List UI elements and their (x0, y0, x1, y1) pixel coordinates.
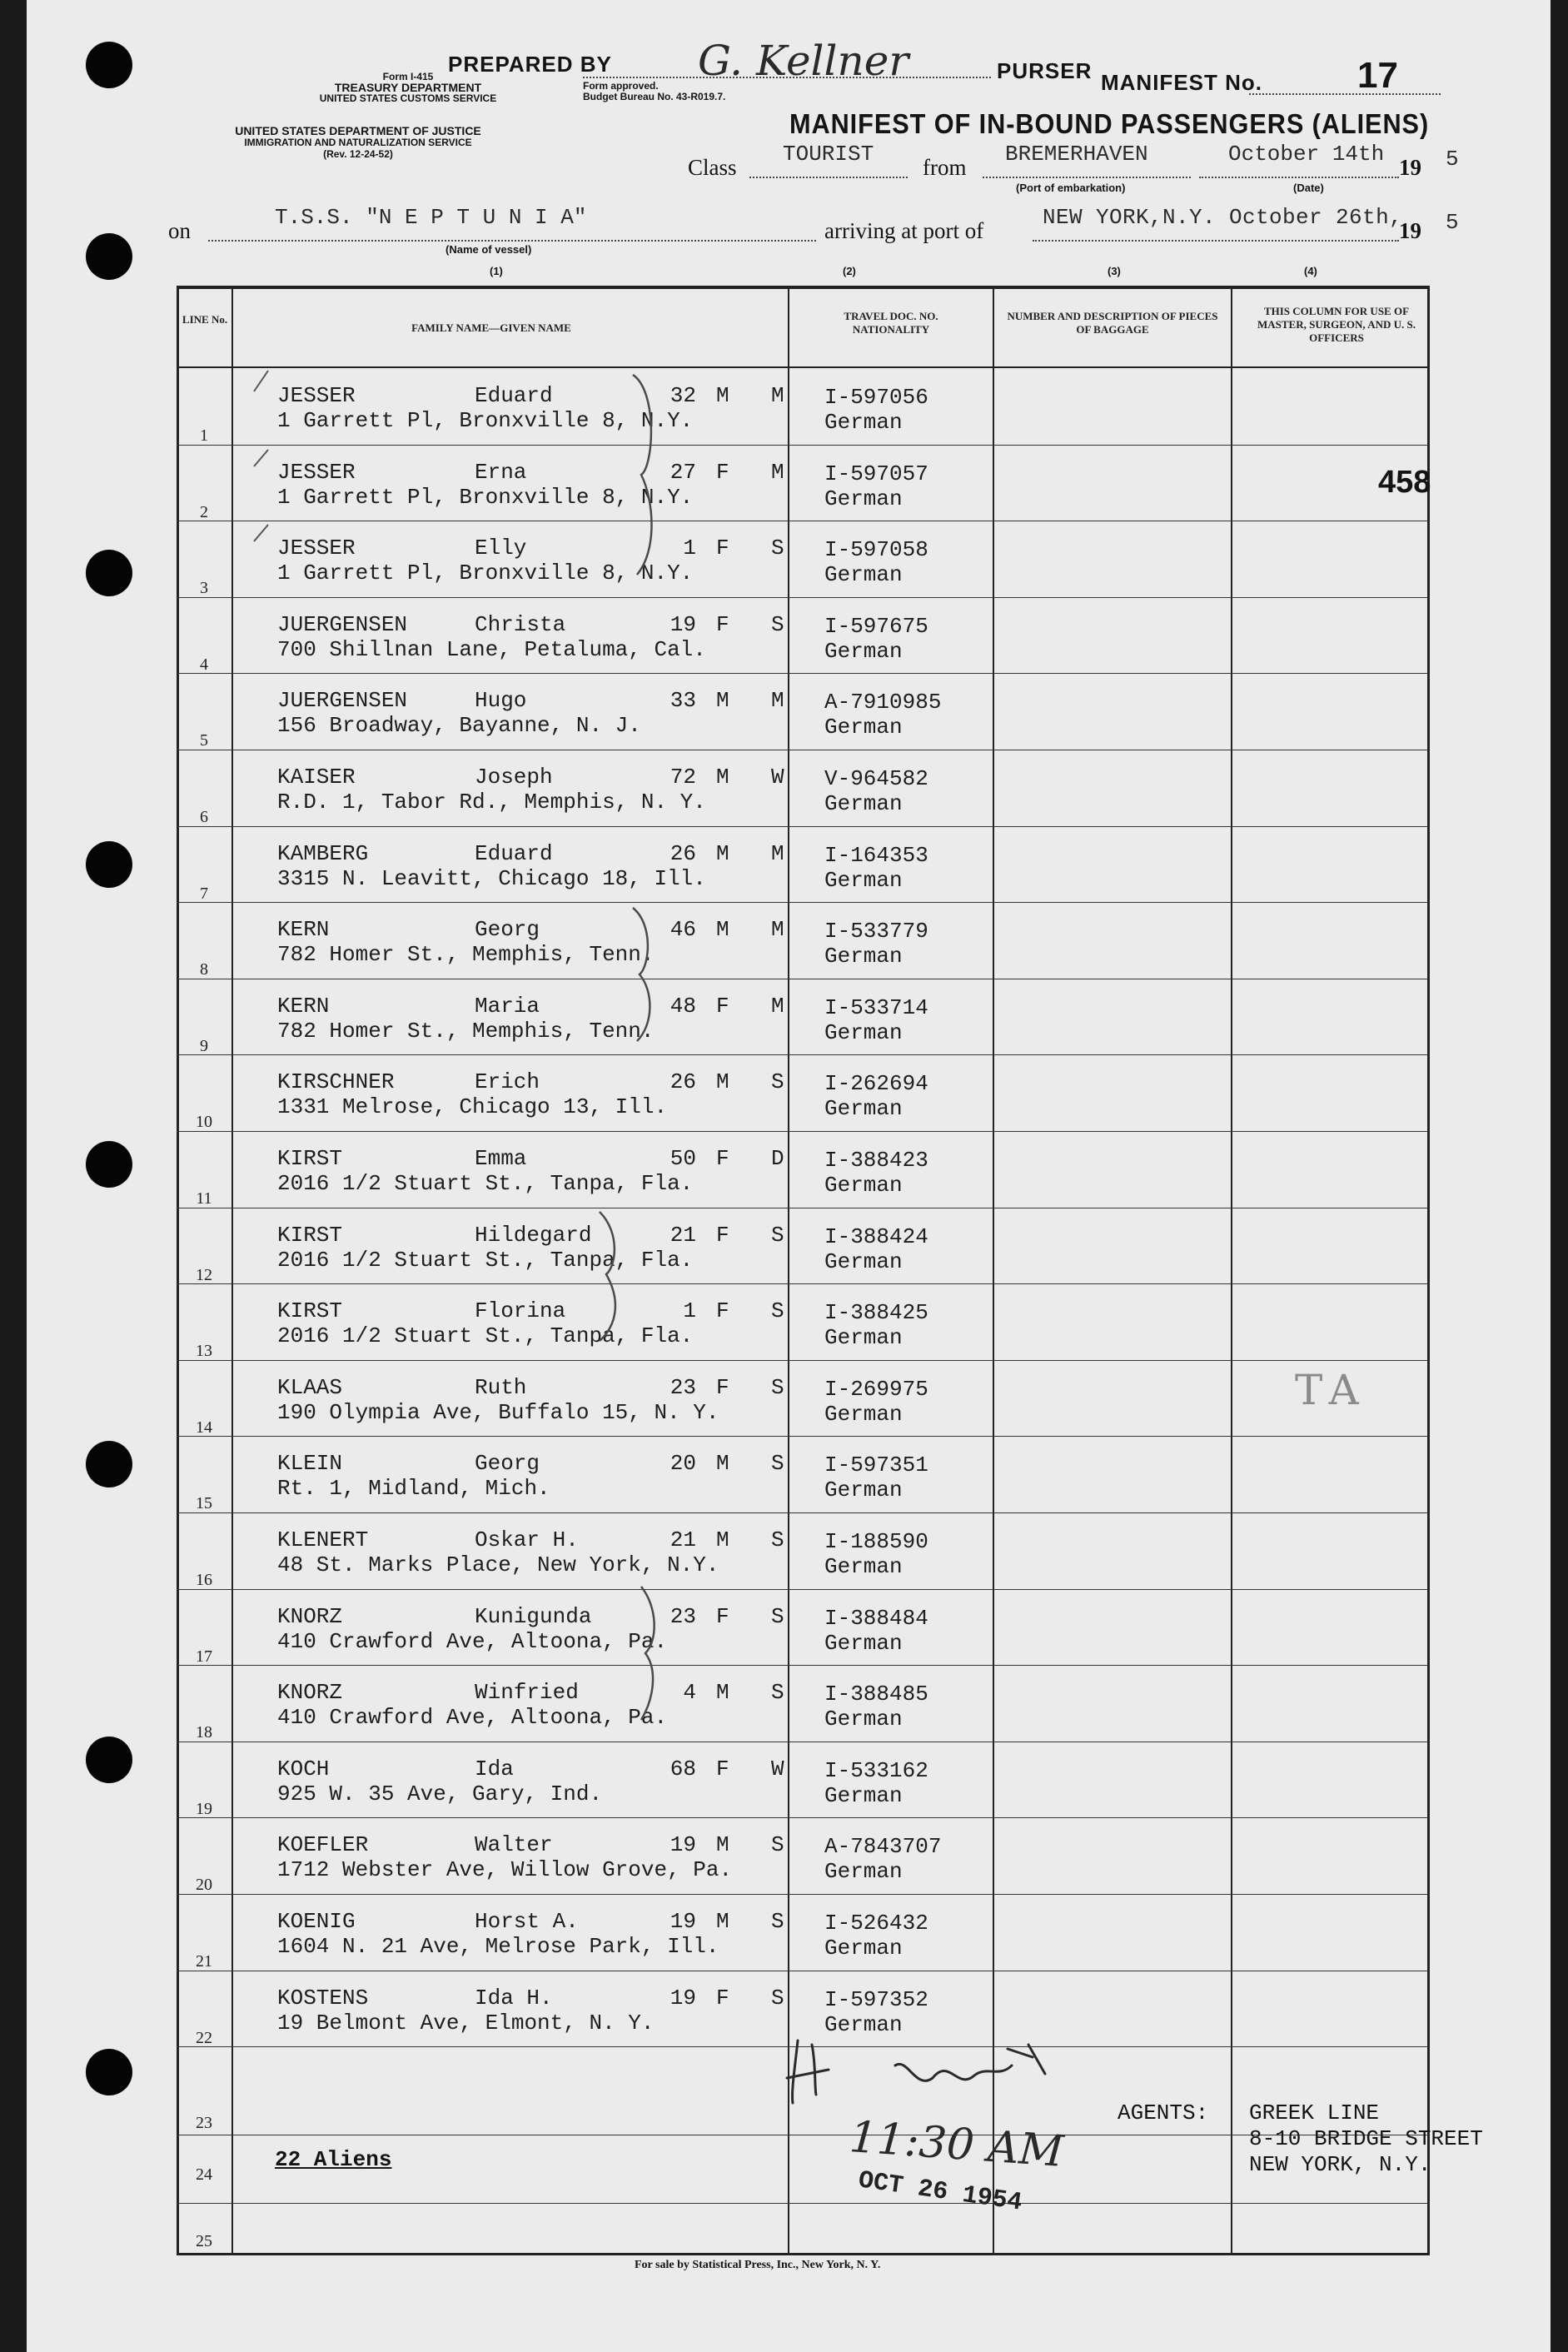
given-name: Kunigunda (475, 1603, 592, 1629)
family-name: KLAAS (277, 1374, 343, 1400)
address: 700 Shillnan Lane, Petaluma, Cal. (277, 636, 706, 662)
line-number: 20 (196, 1876, 212, 1895)
line-number: 24 (196, 2165, 212, 2184)
printer-credit: For sale by Statistical Press, Inc., New York, N. Y. (635, 2259, 881, 2271)
family-name: KAMBERG (277, 840, 369, 866)
marital-status: W (771, 765, 784, 790)
given-name: Walter (475, 1832, 553, 1858)
address: 925 W. 35 Ave, Gary, Ind. (277, 1781, 603, 1806)
line-number: 4 (200, 655, 208, 674)
address: 3315 N. Leavitt, Chicago 18, Ill. (277, 865, 706, 891)
purser-label: PURSER (997, 58, 1093, 83)
nationality: German (824, 1554, 903, 1579)
travel-doc-number: I-597056 (824, 385, 928, 410)
family-name: KLENERT (277, 1527, 369, 1552)
age: 32 (670, 383, 696, 408)
marital-status: S (771, 1985, 784, 2011)
travel-doc-number: I-188590 (824, 1529, 928, 1554)
address: 2016 1/2 Stuart St., Tanpa, Fla. (277, 1323, 694, 1349)
sex: F (716, 993, 729, 1019)
address: 48 St. Marks Place, New York, N.Y. (277, 1552, 719, 1577)
address: 2016 1/2 Stuart St., Tanpa, Fla. (277, 1171, 694, 1196)
marital-status: D (771, 1146, 784, 1171)
travel-doc-number: I-262694 (824, 1071, 928, 1097)
time-note: 11:30 AM (848, 2112, 1065, 2177)
family-name: KIRSCHNER (277, 1069, 395, 1095)
age: 1 (683, 1298, 696, 1324)
nationality: German (824, 1707, 903, 1732)
line-number: 21 (196, 1952, 212, 1971)
marital-status: S (771, 1069, 784, 1095)
line-number: 23 (196, 2114, 212, 2132)
marital-status: S (771, 1222, 784, 1248)
travel-doc-number: A-7910985 (824, 690, 942, 715)
line-number: 19 (196, 1799, 212, 1818)
column-number: (2) (843, 265, 856, 277)
agents-label: AGENTS: (1118, 2100, 1209, 2125)
address: 1604 N. 21 Ave, Melrose Park, Ill. (277, 1934, 719, 1959)
page-title: MANIFEST OF IN-BOUND PASSENGERS (ALIENS) (789, 108, 1430, 139)
travel-doc-number: I-597352 (824, 1986, 928, 2012)
age: 50 (670, 1146, 696, 1171)
line-number: 6 (200, 808, 208, 826)
address: 782 Homer St., Memphis, Tenn. (277, 942, 655, 968)
family-name: KIRST (277, 1146, 343, 1171)
arrival-port-date: NEW YORK,N.Y. October 26th, (1043, 205, 1403, 230)
travel-doc-number: I-388484 (824, 1605, 928, 1631)
given-name: Georg (475, 917, 540, 943)
ins-label: IMMIGRATION AND NATURALIZATION SERVICE (244, 137, 472, 148)
departure-date: October 14th (1228, 142, 1385, 167)
aliens-total: 22 Aliens (275, 2147, 392, 2172)
name-column-header: FAMILY NAME—GIVEN NAME (411, 321, 571, 334)
nationality: German (824, 562, 903, 588)
travel-doc-number: I-388485 (824, 1682, 928, 1707)
family-name: JUERGENSEN (277, 688, 408, 714)
given-name: Elly (475, 536, 527, 561)
nationality: German (824, 791, 903, 816)
given-name: Eduard (475, 840, 553, 866)
manifest-no-label: MANIFEST No. (1101, 70, 1262, 95)
travel-doc-number: I-526432 (824, 1911, 928, 1936)
nationality: German (824, 1401, 903, 1427)
marital-status: M (771, 383, 784, 408)
travel-doc-number: I-533714 (824, 994, 928, 1020)
sex: M (716, 1832, 729, 1858)
address: 156 Broadway, Bayanne, N. J. (277, 713, 641, 739)
age: 21 (670, 1527, 696, 1552)
family-name: KOCH (277, 1756, 330, 1781)
given-name: Hugo (475, 688, 527, 714)
sex: M (716, 1909, 729, 1934)
prepared-by-label: PREPARED BY (448, 52, 612, 77)
line-number: 2 (200, 502, 208, 521)
travel-doc-number: I-164353 (824, 842, 928, 868)
travel-doc-number: V-964582 (824, 766, 928, 791)
travel-doc-number: I-388423 (824, 1148, 928, 1173)
nationality: German (824, 1782, 903, 1808)
on-label: on (168, 218, 191, 243)
form-number: Form I-415 (382, 71, 434, 82)
manifest-number: 17 (1357, 55, 1398, 96)
customs-label: UNITED STATES CUSTOMS SERVICE (319, 92, 497, 104)
marital-status: S (771, 1680, 784, 1706)
year-digit: 5 (1446, 210, 1459, 235)
year-digit: 5 (1446, 147, 1459, 172)
address: Rt. 1, Midland, Mich. (277, 1476, 550, 1502)
nationality: German (824, 486, 903, 511)
line-number: 11 (196, 1189, 212, 1208)
sex: F (716, 1222, 729, 1248)
age: 23 (670, 1374, 696, 1400)
given-name: Oskar H. (475, 1527, 579, 1552)
family-name: KERN (277, 917, 330, 943)
family-name: JUERGENSEN (277, 611, 408, 637)
line-number: 25 (196, 2232, 212, 2250)
travel-doc-number: A-7843707 (824, 1834, 942, 1860)
sex: M (716, 1069, 729, 1095)
address: R.D. 1, Tabor Rd., Memphis, N. Y. (277, 790, 706, 815)
marital-status: S (771, 1451, 784, 1477)
nationality: German (824, 638, 903, 664)
officer-initials: TA (1295, 1366, 1367, 1414)
line-number: 22 (196, 2028, 212, 2047)
marital-status: S (771, 1298, 784, 1324)
nationality: German (824, 1325, 903, 1351)
nationality: German (824, 1248, 903, 1274)
sex: M (716, 1680, 729, 1706)
family-name: KOENIG (277, 1909, 356, 1934)
marital-status: S (771, 536, 784, 561)
sex: M (716, 917, 729, 943)
marital-status: S (771, 611, 784, 637)
given-name: Joseph (475, 765, 553, 790)
class-value: TOURIST (783, 142, 874, 167)
column-number: (4) (1304, 265, 1317, 277)
age: 19 (670, 611, 696, 637)
address: 2016 1/2 Stuart St., Tanpa, Fla. (277, 1247, 694, 1273)
officers-header: THIS COLUMN FOR USE OF MASTER, SURGEON, AND U. S. OFFICERS (1257, 305, 1416, 344)
sex: F (716, 536, 729, 561)
address: 1 Garrett Pl, Bronxville 8, N.Y. (277, 561, 694, 586)
travel-doc-number: I-597057 (824, 461, 928, 486)
family-name: KNORZ (277, 1680, 343, 1706)
address: 19 Belmont Ave, Elmont, N. Y. (277, 2010, 655, 2036)
doj-label: UNITED STATES DEPARTMENT OF JUSTICE (235, 124, 481, 137)
travel-doc-number: I-597675 (824, 613, 928, 639)
marital-status: S (771, 1832, 784, 1858)
family-name: KOSTENS (277, 1985, 369, 2011)
nationality: German (824, 715, 903, 740)
agent-line: GREEK LINE (1249, 2100, 1380, 2125)
column-number: (3) (1108, 265, 1121, 277)
family-name: JESSER (277, 459, 356, 485)
officer-number: 458 (1378, 465, 1431, 500)
marital-status: M (771, 840, 784, 866)
age: 23 (670, 1603, 696, 1629)
marital-status: W (771, 1756, 784, 1781)
age: 19 (670, 1985, 696, 2011)
sex: M (716, 688, 729, 714)
family-name: KLEIN (277, 1451, 343, 1477)
marital-status: S (771, 1603, 784, 1629)
given-name: Christa (475, 611, 566, 637)
travel-doc-number: I-597058 (824, 537, 928, 563)
age: 19 (670, 1832, 696, 1858)
age: 20 (670, 1451, 696, 1477)
age: 4 (683, 1680, 696, 1706)
sex: F (716, 1603, 729, 1629)
age: 26 (670, 840, 696, 866)
agent-line: NEW YORK, N.Y. (1249, 2152, 1431, 2177)
nationality: German (824, 1019, 903, 1045)
nationality: German (824, 867, 903, 893)
address: 1331 Melrose, Chicago 13, Ill. (277, 1094, 668, 1120)
family-name: KERN (277, 993, 330, 1019)
line-no-header: LINE No. (182, 313, 228, 326)
treasury-label: TREASURY DEPARTMENT (334, 81, 482, 94)
sex: M (716, 383, 729, 408)
age: 48 (670, 993, 696, 1019)
line-number: 7 (200, 884, 208, 903)
marital-status: M (771, 917, 784, 943)
travel-doc-number: I-533779 (824, 919, 928, 944)
arriving-label: arriving at port of (824, 218, 984, 243)
column-number: (1) (490, 265, 503, 277)
given-name: Florina (475, 1298, 566, 1324)
marital-status: M (771, 993, 784, 1019)
sex: F (716, 1985, 729, 2011)
line-number: 10 (196, 1113, 212, 1132)
age: 26 (670, 1069, 696, 1095)
age: 68 (670, 1756, 696, 1781)
marital-status: M (771, 688, 784, 714)
sex: F (716, 459, 729, 485)
sex: F (716, 1146, 729, 1171)
line-number: 14 (196, 1418, 212, 1437)
address: 782 Homer St., Memphis, Tenn. (277, 1018, 655, 1044)
check-marks (254, 371, 268, 541)
from-label: from (923, 155, 967, 180)
nationality: German (824, 1173, 903, 1198)
nationality: German (824, 1859, 903, 1885)
given-name: Maria (475, 993, 540, 1019)
family-name: JESSER (277, 383, 356, 408)
agent-line: 8-10 BRIDGE STREET (1249, 2126, 1483, 2151)
address: 1 Garrett Pl, Bronxville 8, N.Y. (277, 408, 694, 433)
year-prefix: 19 (1399, 155, 1421, 180)
marital-status: S (771, 1527, 784, 1552)
age: 21 (670, 1222, 696, 1248)
nationality: German (824, 1630, 903, 1656)
family-name: KAISER (277, 765, 356, 790)
class-label: Class (688, 155, 737, 180)
marital-status: S (771, 1374, 784, 1400)
given-name: Horst A. (475, 1909, 579, 1934)
given-name: Erich (475, 1069, 540, 1095)
line-number: 3 (200, 579, 208, 598)
line-number: 9 (200, 1036, 208, 1055)
given-name: Georg (475, 1451, 540, 1477)
sex: F (716, 1298, 729, 1324)
age: 33 (670, 688, 696, 714)
travel-doc-number: I-388425 (824, 1300, 928, 1326)
given-name: Winfried (475, 1680, 579, 1706)
given-name: Ida H. (475, 1985, 553, 2011)
vessel-caption: (Name of vessel) (446, 243, 532, 256)
sex: M (716, 1527, 729, 1552)
form-approved-line: Form approved. (583, 80, 659, 92)
vessel-name: T.S.S. "N E P T U N I A" (275, 205, 587, 230)
sex: M (716, 1451, 729, 1477)
travel-doc-number: I-388424 (824, 1223, 928, 1249)
marital-status: S (771, 1909, 784, 1934)
purser-signature: G. Kellner (698, 37, 909, 85)
family-name: KIRST (277, 1298, 343, 1324)
address: 1712 Webster Ave, Willow Grove, Pa. (277, 1857, 733, 1883)
port-caption: (Port of embarkation) (1016, 182, 1126, 194)
address: 410 Crawford Ave, Altoona, Pa. (277, 1628, 668, 1654)
travel-doc-number: I-533162 (824, 1757, 928, 1783)
line-number: 16 (196, 1571, 212, 1589)
line-number: 1 (200, 426, 208, 445)
embarkation-port: BREMERHAVEN (1005, 142, 1148, 167)
family-name: KOEFLER (277, 1832, 369, 1858)
year-prefix: 19 (1399, 218, 1421, 243)
age: 27 (670, 459, 696, 485)
date-caption: (Date) (1293, 182, 1324, 194)
nationality: German (824, 410, 903, 435)
address: 1 Garrett Pl, Bronxville 8, N.Y. (277, 484, 694, 510)
line-number: 17 (196, 1647, 212, 1666)
sex: M (716, 765, 729, 790)
sex: F (716, 1374, 729, 1400)
travel-doc-number: I-269975 (824, 1376, 928, 1402)
travel-doc-number: I-597351 (824, 1453, 928, 1478)
nationality: German (824, 1936, 903, 1961)
signature-mark (787, 2041, 1045, 2103)
budget-bureau-line: Budget Bureau No. 43-R019.7. (583, 91, 726, 102)
sex: M (716, 840, 729, 866)
agent-block (1249, 2100, 1483, 2178)
line-number: 18 (196, 1723, 212, 1742)
given-name: Erna (475, 459, 527, 485)
nationality: German (824, 944, 903, 969)
sex: F (716, 611, 729, 637)
nationality: German (824, 1096, 903, 1122)
travel-doc-header: TRAVEL DOC. NO. NATIONALITY (844, 310, 938, 336)
line-number: 15 (196, 1494, 212, 1513)
date-stamp: OCT 26 1954 (856, 2166, 1024, 2218)
line-number: 8 (200, 960, 208, 979)
family-brackets (600, 375, 655, 1720)
age: 72 (670, 765, 696, 790)
age: 46 (670, 917, 696, 943)
sex: F (716, 1756, 729, 1781)
line-number: 12 (196, 1265, 212, 1284)
age: 1 (683, 536, 696, 561)
address: 190 Olympia Ave, Buffalo 15, N. Y. (277, 1399, 719, 1425)
given-name: Ruth (475, 1374, 527, 1400)
baggage-header: NUMBER AND DESCRIPTION OF PIECES OF BAGGAGE (1007, 310, 1218, 336)
nationality: German (824, 1477, 903, 1503)
family-name: KNORZ (277, 1603, 343, 1629)
rev-label: (Rev. 12-24-52) (323, 148, 393, 160)
nationality: German (824, 2011, 903, 2037)
given-name: Eduard (475, 383, 553, 408)
given-name: Ida (475, 1756, 514, 1781)
given-name: Emma (475, 1146, 527, 1171)
address: 410 Crawford Ave, Altoona, Pa. (277, 1705, 668, 1731)
family-name: KIRST (277, 1222, 343, 1248)
line-number: 13 (196, 1342, 212, 1361)
family-name: JESSER (277, 536, 356, 561)
marital-status: M (771, 459, 784, 485)
age: 19 (670, 1909, 696, 1934)
line-number: 5 (200, 731, 208, 750)
given-name: Hildegard (475, 1222, 592, 1248)
